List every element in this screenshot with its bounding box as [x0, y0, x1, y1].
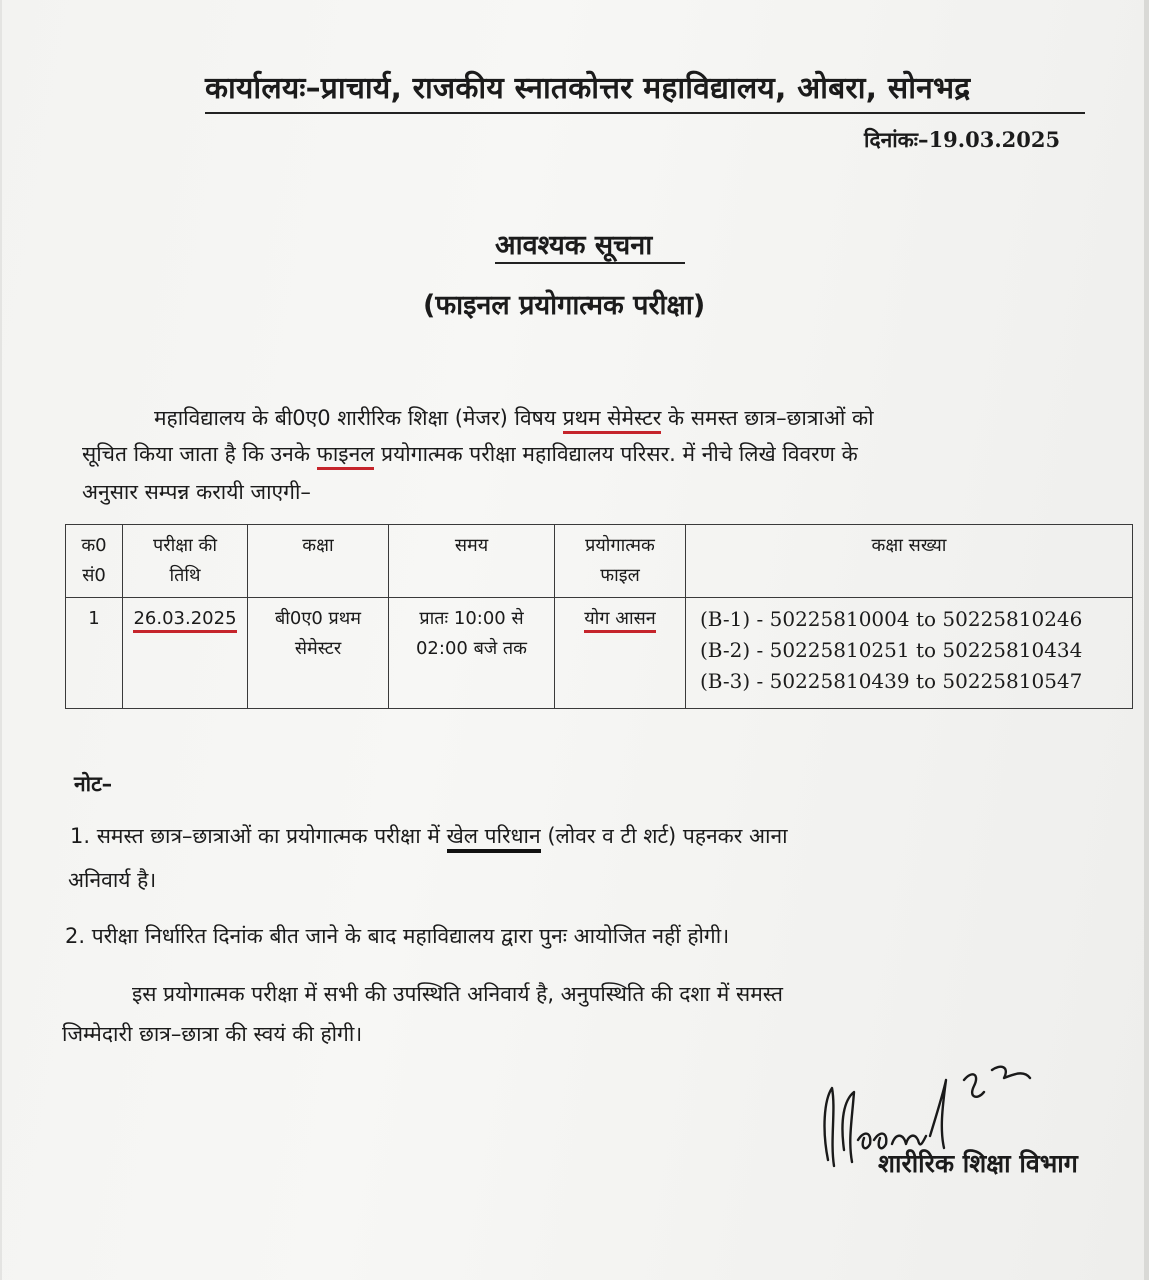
notice-title: आवश्यक सूचना — [495, 230, 653, 261]
intro-line-2 — [82, 436, 858, 472]
note-1-line-2: अनिवार्य है। — [68, 868, 157, 892]
cell-class: बी0ए0 प्रथम सेमेस्टर — [248, 598, 389, 709]
header-exam-date: परीक्षा की तिथि — [123, 525, 248, 598]
notice-subtitle: (फाइनल प्रयोगात्मक परीक्षा) — [423, 290, 706, 321]
date-value: 19.03.2025 — [928, 127, 1061, 152]
header-roll-range: कक्षा सख्या — [686, 525, 1133, 598]
intro-highlight-semester: प्रथम सेमेस्टर — [563, 406, 662, 434]
note-text: (लोवर व टी शर्ट) पहनकर आना — [547, 824, 788, 848]
roll-range-b1: (B-1) - 50225810004 to 50225810246 — [700, 607, 1083, 631]
header-serial: क0 सं0 — [66, 525, 123, 598]
notes-title: नोट– — [74, 772, 113, 796]
header-time: समय — [389, 525, 555, 598]
intro-text: सूचित किया जाता है कि उनके — [82, 442, 310, 466]
table-header-row — [66, 525, 1133, 598]
date-label: दिनांकः– — [864, 128, 929, 152]
intro-text: प्रयोगात्मक परीक्षा महाविद्यालय परिसर. में नीचे लिखे विवरण के — [381, 442, 858, 466]
notice-title-underline — [495, 262, 685, 264]
cell-exam-date — [123, 598, 248, 709]
table-row — [66, 598, 1133, 709]
note-1-line-1 — [70, 818, 788, 854]
cell-time: प्रातः 10:00 से 02:00 बजे तक — [389, 598, 555, 709]
office-heading: कार्यालयः–प्राचार्य, राजकीय स्नातकोत्तर महाविद्यालय, ओबरा, सोनभद्र — [205, 71, 971, 106]
roll-range-b2: (B-2) - 50225810251 to 50225810434 — [700, 638, 1083, 662]
intro-text: महाविद्यालय के बी0ए0 शारीरिक शिक्षा (मेजर) विषय — [154, 406, 556, 430]
closing-line-2: जिम्मेदारी छात्र–छात्रा की स्वयं की होगी। — [62, 1022, 363, 1046]
exam-schedule-table — [65, 524, 1133, 709]
office-underline — [205, 112, 1085, 114]
intro-text: के समस्त छात्र–छात्राओं को — [668, 406, 874, 430]
intro-line-3: अनुसार सम्पन्न करायी जाएगी– — [82, 480, 311, 504]
practical-value: योग आसन — [584, 608, 656, 633]
cell-roll-ranges — [686, 598, 1133, 709]
exam-date-value: 26.03.2025 — [133, 608, 236, 633]
notice-date — [864, 126, 1060, 154]
header-practical-file: प्रयोगात्मक फाइल — [555, 525, 686, 598]
department-name: शारीरिक शिक्षा विभाग — [878, 1149, 1078, 1178]
closing-line-1: इस प्रयोगात्मक परीक्षा में सभी की उपस्थिति अनिवार्य है, अनुपस्थिति की दशा में समस्त — [132, 982, 783, 1006]
intro-highlight-final: फाइनल — [317, 442, 375, 470]
header-class: कक्षा — [248, 525, 389, 598]
note-text: 1. समस्त छात्र–छात्राओं का प्रयोगात्मक परीक्षा में — [70, 824, 440, 848]
note-highlight-sportswear: खेल परिधान — [447, 824, 541, 853]
cell-practical — [555, 598, 686, 709]
note-2: 2. परीक्षा निर्धारित दिनांक बीत जाने के बाद महाविद्यालय द्वारा पुनः आयोजित नहीं होगी। — [65, 924, 730, 948]
roll-range-b3: (B-3) - 50225810439 to 50225810547 — [700, 669, 1083, 693]
cell-serial: 1 — [66, 598, 123, 709]
intro-line-1 — [154, 400, 874, 436]
